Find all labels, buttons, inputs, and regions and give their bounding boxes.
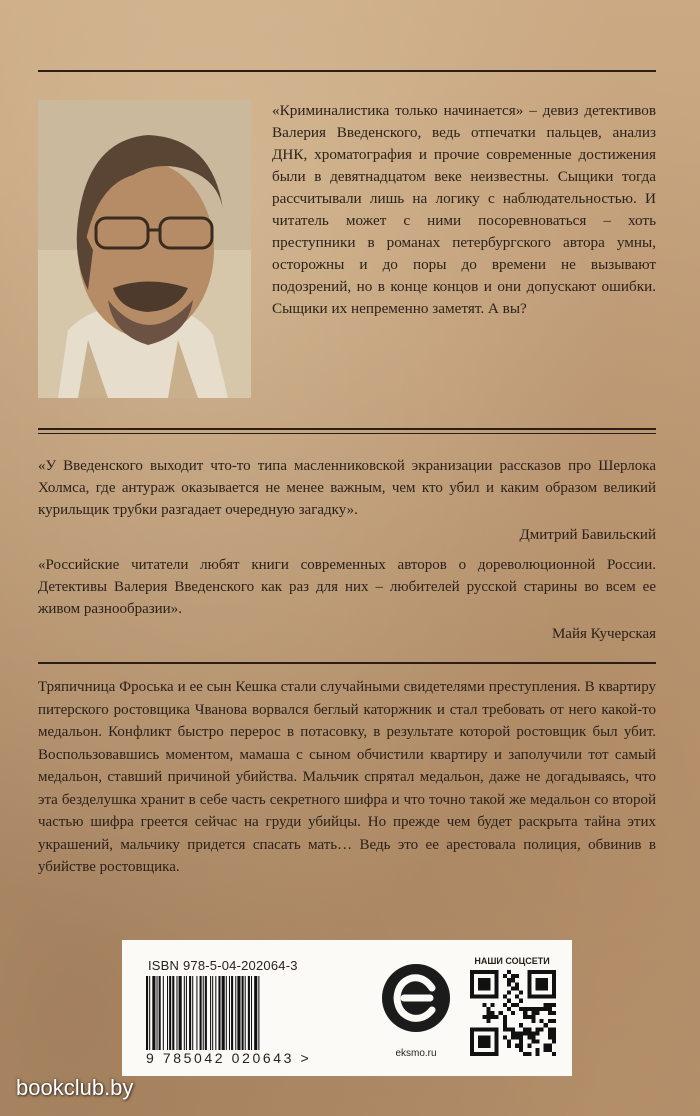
barcode-bar [192, 976, 193, 1056]
author-intro-text: «Криминалистика только начинается» – девиз детективов Валерия Введенского, ведь отпечатки пальцев, анализ ДНК, хроматография и прочие современные достижения были в девятнадцатом веке неизвестны. Сыщики тогда рассчитывали лишь на логику с наблюдательностью. И читатель может с ними посоревноваться – хоть преступники в романах петербургского автора умны, осторожны и до поры до времени не вызывают подозрений, но в конце концов и они допускают ошибки. Сыщики их непременно заметят. А вы? [272, 102, 656, 317]
qr-module [536, 1011, 540, 1015]
qr-module [523, 1027, 527, 1031]
review-quote [38, 455, 656, 546]
qr-module [540, 1019, 544, 1023]
qr-module [519, 1023, 523, 1027]
qr-module [478, 1036, 490, 1048]
barcode-bar [248, 976, 250, 1056]
qr-module [536, 1052, 540, 1056]
eksmo-logo-icon [380, 962, 452, 1034]
barcode-bar [258, 976, 259, 1056]
qr-module [511, 1003, 515, 1007]
qr-module [490, 1015, 494, 1019]
qr-module [507, 990, 511, 994]
qr-module [482, 1003, 486, 1007]
qr-module [527, 1007, 531, 1011]
qr-module [536, 1007, 540, 1011]
barcode-bar [159, 976, 161, 1056]
qr-module [544, 1003, 548, 1007]
qr-module [552, 1040, 556, 1044]
barcode-bar [251, 976, 252, 1056]
qr-module [507, 1044, 511, 1048]
author-photo [38, 100, 251, 398]
qr-module [515, 995, 519, 999]
qr-module [531, 1011, 535, 1015]
qr-module [548, 1027, 552, 1031]
qr-module [503, 1019, 507, 1023]
qr-module [523, 1015, 527, 1019]
qr-module [511, 986, 515, 990]
barcode-bar [210, 976, 211, 1056]
barcode-bar [176, 976, 177, 1056]
qr-module [552, 1027, 556, 1031]
qr-module [507, 978, 511, 982]
barcode-bar [163, 976, 164, 1056]
qr-module [503, 1015, 507, 1019]
qr-module [507, 1007, 511, 1011]
qr-module [486, 1007, 490, 1011]
qr-module [511, 1011, 515, 1015]
barcode-bar [152, 976, 155, 1056]
barcode-bar [222, 976, 225, 1056]
qr-module [531, 1007, 535, 1011]
barcode-bar [167, 976, 168, 1056]
qr-module [519, 990, 523, 994]
barcode-bar [205, 976, 207, 1056]
top-divider [38, 70, 656, 72]
barcode-bar [203, 976, 204, 1056]
qr-module [515, 1003, 519, 1007]
qr-module [490, 1011, 494, 1015]
qr-module [548, 1011, 552, 1015]
qr-module [552, 1011, 556, 1015]
watermark: bookclub.by [16, 1075, 134, 1100]
qr-module [544, 1007, 548, 1011]
qr-module [503, 1003, 507, 1007]
quote-text: «Российские читатели любят книги современных авторов о дореволюционной России. Детективы Валерия Введенского как раз для них – любителей русской старины во всем ее живом разнообразии». [38, 557, 656, 617]
quote-author: Майя Кучерская [551, 626, 656, 642]
quote-author: Дмитрий Бавильский [519, 527, 656, 543]
qr-module [519, 1036, 523, 1040]
qr-module [540, 1007, 544, 1011]
book-synopsis: Тряпичница Фроська и ее сын Кешка стали случайными свидетелями преступления. В квартиру питерского ростовщика Чванова ворвался беглый каторжник и стал требовать от него какой-то медальон. Конфликт быстро перерос в потасовку, в результате которой ростовщик был убит. Воспользовавшись моментом, мамаша с сыном обчистили квартиру и заполучили тот самый медальон, ставший причиной убийства. Мальчик спрятал медальон, даже не догадываясь, что эта безделушка хранит в себе часть секретного шифра и что точно такой же медальон со второй частью шифра греется сейчас на груди убийцы. Но прежде чем будет раскрыта тайна этих украшений, мальчику придется спасать мать… Ведь это ее арестовала полиция, обвинив в убийстве ростовщика. [38, 679, 656, 875]
qr-module [531, 1015, 535, 1019]
review-quote [38, 554, 656, 645]
qr-module [503, 1027, 507, 1031]
middle-divider-thin [38, 433, 656, 434]
qr-module [552, 1036, 556, 1040]
qr-module [511, 974, 515, 978]
review-quotes [38, 455, 656, 653]
social-label: НАШИ СОЦСЕТИ [474, 956, 550, 966]
qr-module [515, 974, 519, 978]
barcode-bar [229, 976, 230, 1056]
barcode-bar [245, 976, 246, 1056]
qr-module [548, 1007, 552, 1011]
qr-module [486, 1011, 490, 1015]
qr-module [507, 982, 511, 986]
qr-module [511, 978, 515, 982]
qr-module [495, 1015, 499, 1019]
qr-module [536, 1048, 540, 1052]
qr-module [519, 1044, 523, 1048]
qr-module [548, 1019, 552, 1023]
barcode-bar [149, 976, 150, 1056]
barcode-bar [237, 976, 240, 1056]
qr-module [531, 1019, 535, 1023]
qr-module [519, 1031, 523, 1035]
qr-module [531, 1031, 535, 1035]
qr-module [478, 978, 490, 990]
qr-module [536, 1031, 540, 1035]
qr-module [515, 1031, 519, 1035]
qr-module [515, 1044, 519, 1048]
qr-module [527, 1036, 531, 1040]
qr-module [507, 999, 511, 1003]
qr-module [531, 1036, 535, 1040]
qr-module [486, 1019, 490, 1023]
qr-module [527, 1031, 531, 1035]
barcode-bar [179, 976, 182, 1056]
qr-module [536, 1040, 540, 1044]
qr-module [511, 1027, 515, 1031]
qr-module [503, 1036, 507, 1040]
qr-module [486, 1015, 490, 1019]
barcode-bar [215, 976, 216, 1056]
qr-module [552, 1019, 556, 1023]
qr-module [507, 1040, 511, 1044]
qr-module [552, 1052, 556, 1056]
qr-module [523, 1007, 527, 1011]
qr-module [515, 982, 519, 986]
barcode-bar [184, 976, 185, 1056]
barcode-bar [226, 976, 227, 1056]
qr-module [552, 1031, 556, 1035]
qr-module [507, 970, 511, 974]
qr-module [544, 1023, 548, 1027]
qr-module [523, 1031, 527, 1035]
qr-module [527, 1044, 531, 1048]
qr-module [511, 1031, 515, 1035]
barcode-bar [186, 976, 187, 1056]
qr-module [519, 1040, 523, 1044]
qr-module [519, 999, 523, 1003]
qr-module [536, 978, 548, 990]
isbn-label: ISBN 978-5-04-202064-3 [148, 958, 298, 973]
qr-module [548, 1036, 552, 1040]
qr-module [519, 1007, 523, 1011]
barcode-bar [189, 976, 191, 1056]
publisher-site: eksmo.ru [395, 1048, 437, 1059]
qr-module [548, 1048, 552, 1052]
qr-module [540, 1027, 544, 1031]
barcode-bar [157, 976, 158, 1056]
barcode-bar [172, 976, 174, 1056]
qr-module [499, 1011, 503, 1015]
qr-module [515, 1036, 519, 1040]
barcode-bar [146, 976, 148, 1056]
barcode-bar [254, 976, 257, 1056]
qr-code-icon [470, 970, 556, 1056]
barcode-bar [169, 976, 171, 1056]
qr-module [503, 995, 507, 999]
barcode-bar [212, 976, 213, 1056]
qr-module [548, 1003, 552, 1007]
quote-text: «У Введенского выходит что-то типа масленниковской экранизации рассказов про Шерлока Холмса, где антураж оказывается не менее важным, чем кто убил и каким образом великий курильщик трубки разгадает очередную загадку». [38, 458, 656, 518]
lower-divider [38, 662, 656, 664]
barcode-bar [218, 976, 220, 1056]
barcode-panel [122, 940, 572, 1076]
qr-module [511, 1036, 515, 1040]
qr-module [490, 1003, 494, 1007]
qr-module [527, 1027, 531, 1031]
qr-module [548, 1044, 552, 1048]
barcode-bar [200, 976, 202, 1056]
qr-module [482, 1015, 486, 1019]
barcode-bar [235, 976, 236, 1056]
qr-module [552, 1003, 556, 1007]
qr-module [544, 1044, 548, 1048]
barcode-bar [196, 976, 197, 1056]
qr-module [503, 1023, 507, 1027]
qr-module [531, 1040, 535, 1044]
qr-module [544, 1048, 548, 1052]
qr-module [527, 1015, 531, 1019]
barcode-bar [242, 976, 244, 1056]
qr-module [523, 1052, 527, 1056]
barcode-digits: 9 785042 020643 > [146, 1050, 312, 1066]
qr-module [507, 1027, 511, 1031]
qr-module [515, 986, 519, 990]
qr-module [503, 974, 507, 978]
qr-module [548, 1031, 552, 1035]
barcode-bar [231, 976, 233, 1056]
qr-module [527, 1052, 531, 1056]
middle-divider [38, 428, 656, 430]
barcode [144, 976, 360, 1056]
qr-module [523, 1011, 527, 1015]
qr-module [536, 1027, 540, 1031]
qr-module [519, 1048, 523, 1052]
